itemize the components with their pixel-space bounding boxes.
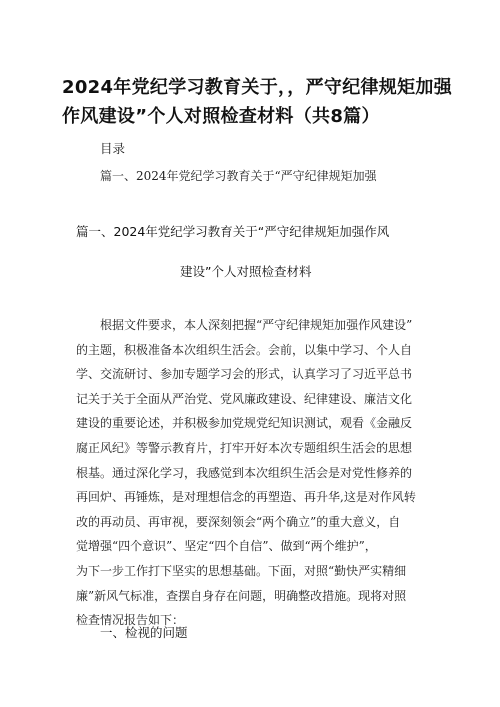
body-line: 觉增强“四个意识”、坚定“四个自信”、做到“两个维护”， — [76, 539, 377, 554]
toc-item[interactable]: 篇一、2024年党纪学习教育关于“严守纪律规矩加强 — [100, 169, 377, 183]
subheading-inspected-problems: 一、检视的问题 — [100, 625, 188, 640]
body-line: 学、交流研讨、参加专题学习会的形式，认真学习了习近平总书 — [76, 367, 413, 382]
body-line: 为下一步工作打下坚实的思想基础。下面，对照“勤快严实精细 — [76, 563, 407, 578]
body-line: 再回炉、再锤炼，是对理想信念的再塑造、再升华,这是对作风转 — [76, 490, 416, 505]
toc-heading: 目录 — [100, 141, 126, 156]
body-line: 改的再动员、再审视，要深刻领会“两个确立”的重大意义，自 — [76, 514, 401, 529]
body-paragraph — [76, 313, 440, 633]
section-title-line-2: 建设”个人对照检查材料 — [180, 264, 312, 279]
body-line: 建设的重要论述，并积极参加党规党纪知识测试，观看《金融反 — [76, 416, 413, 431]
body-line: 记关于关于全面从严治党、党风廉政建设、纪律建设、廉洁文化 — [76, 391, 413, 406]
section-title-line-1: 篇一、2024年党纪学习教育关于“严守纪律规矩加强作风 — [76, 224, 390, 239]
document-title: 2024年党纪学习教育关于，，严守纪律规矩加强作风建设”个人对照检查材料（共8篇） — [62, 77, 452, 127]
body-line: 检查情况报告如下： — [76, 613, 185, 628]
body-line: 腐正风纪》等警示教育片，打牢开好本次专题组织生活会的思想 — [76, 440, 413, 455]
body-line: 廉”新风气标准，查摆自身存在问题，明确整改措施。现将对照 — [76, 588, 407, 603]
body-line: 根基。通过深化学习，我感觉到本次组织生活会是对党性修养的 — [76, 465, 413, 480]
body-line: 的主题，积极准备本次组织生活会。会前，以集中学习、个人自 — [76, 342, 413, 357]
body-line: 根据文件要求，本人深刻把握“严守纪律规矩加强作风建设” — [100, 318, 413, 332]
